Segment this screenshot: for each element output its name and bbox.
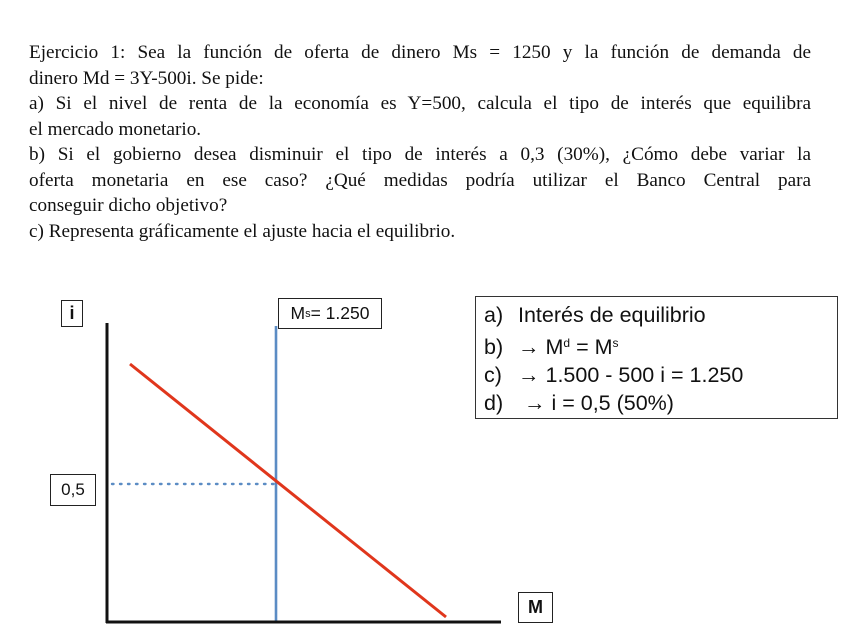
solution-row-c: [484, 361, 837, 389]
solution-row-d: [484, 389, 837, 417]
question-b-line-1: b) Si el gobierno desea disminuir el tipo de interés a 0,3 (30%), ¿Cómo debe variar la: [29, 144, 811, 165]
money-supply-label-m: M: [290, 303, 306, 323]
equilibrium-rate-text: 0,5: [61, 480, 85, 499]
solution-md: M: [545, 335, 564, 359]
solution-md-sup: d: [563, 336, 571, 350]
x-axis-label-text: M: [528, 597, 543, 617]
solution-row-a: [484, 301, 837, 329]
x-axis-label: [518, 592, 553, 623]
statement-line-1: Ejercicio 1: Sea la función de oferta de dinero Ms = 1250 y la función de demanda de: [29, 42, 811, 63]
solution-text-d: i = 0,5 (50%): [551, 391, 674, 415]
solution-row-b: [484, 329, 837, 361]
money-supply-label: [278, 298, 382, 329]
solution-box: [475, 296, 838, 419]
solution-key-c: c): [484, 363, 502, 387]
equilibrium-rate-label: [50, 474, 96, 506]
solution-key-a: a): [484, 303, 504, 327]
question-a-line-2: el mercado monetario.: [29, 118, 202, 140]
arrow-right-icon: →: [518, 335, 540, 359]
y-axis-label: [61, 300, 83, 327]
solution-key-d: d): [484, 391, 504, 415]
question-c: c) Representa gráficamente el ajuste hacia el equilibrio.: [29, 220, 456, 242]
solution-ms-sup: s: [612, 336, 619, 350]
question-a-line-1: a) Si el nivel de renta de la economía es Y=500, calcula el tipo de interés que equilibra: [29, 93, 811, 114]
solution-text-a: Interés de equilibrio: [518, 303, 706, 327]
question-b-line-3: conseguir dicho objetivo?: [29, 195, 228, 216]
money-supply-label-value: = 1.250: [310, 303, 370, 323]
solution-eq-ms: = M: [570, 335, 613, 359]
solution-text-c: 1.500 - 500 i = 1.250: [545, 363, 744, 387]
arrow-right-icon: →: [518, 363, 540, 387]
money-demand-line: [130, 364, 446, 617]
y-axis-label-text: i: [69, 303, 75, 323]
question-b-line-2: oferta monetaria en ese caso? ¿Qué medidas podría utilizar el Banco Central para: [29, 169, 811, 191]
money-supply-label-sub: s: [305, 307, 311, 320]
statement-line-2: dinero Md = 3Y-500i. Se pide:: [29, 67, 264, 89]
solution-key-b: b): [484, 335, 504, 359]
arrow-right-icon: →: [523, 391, 546, 415]
